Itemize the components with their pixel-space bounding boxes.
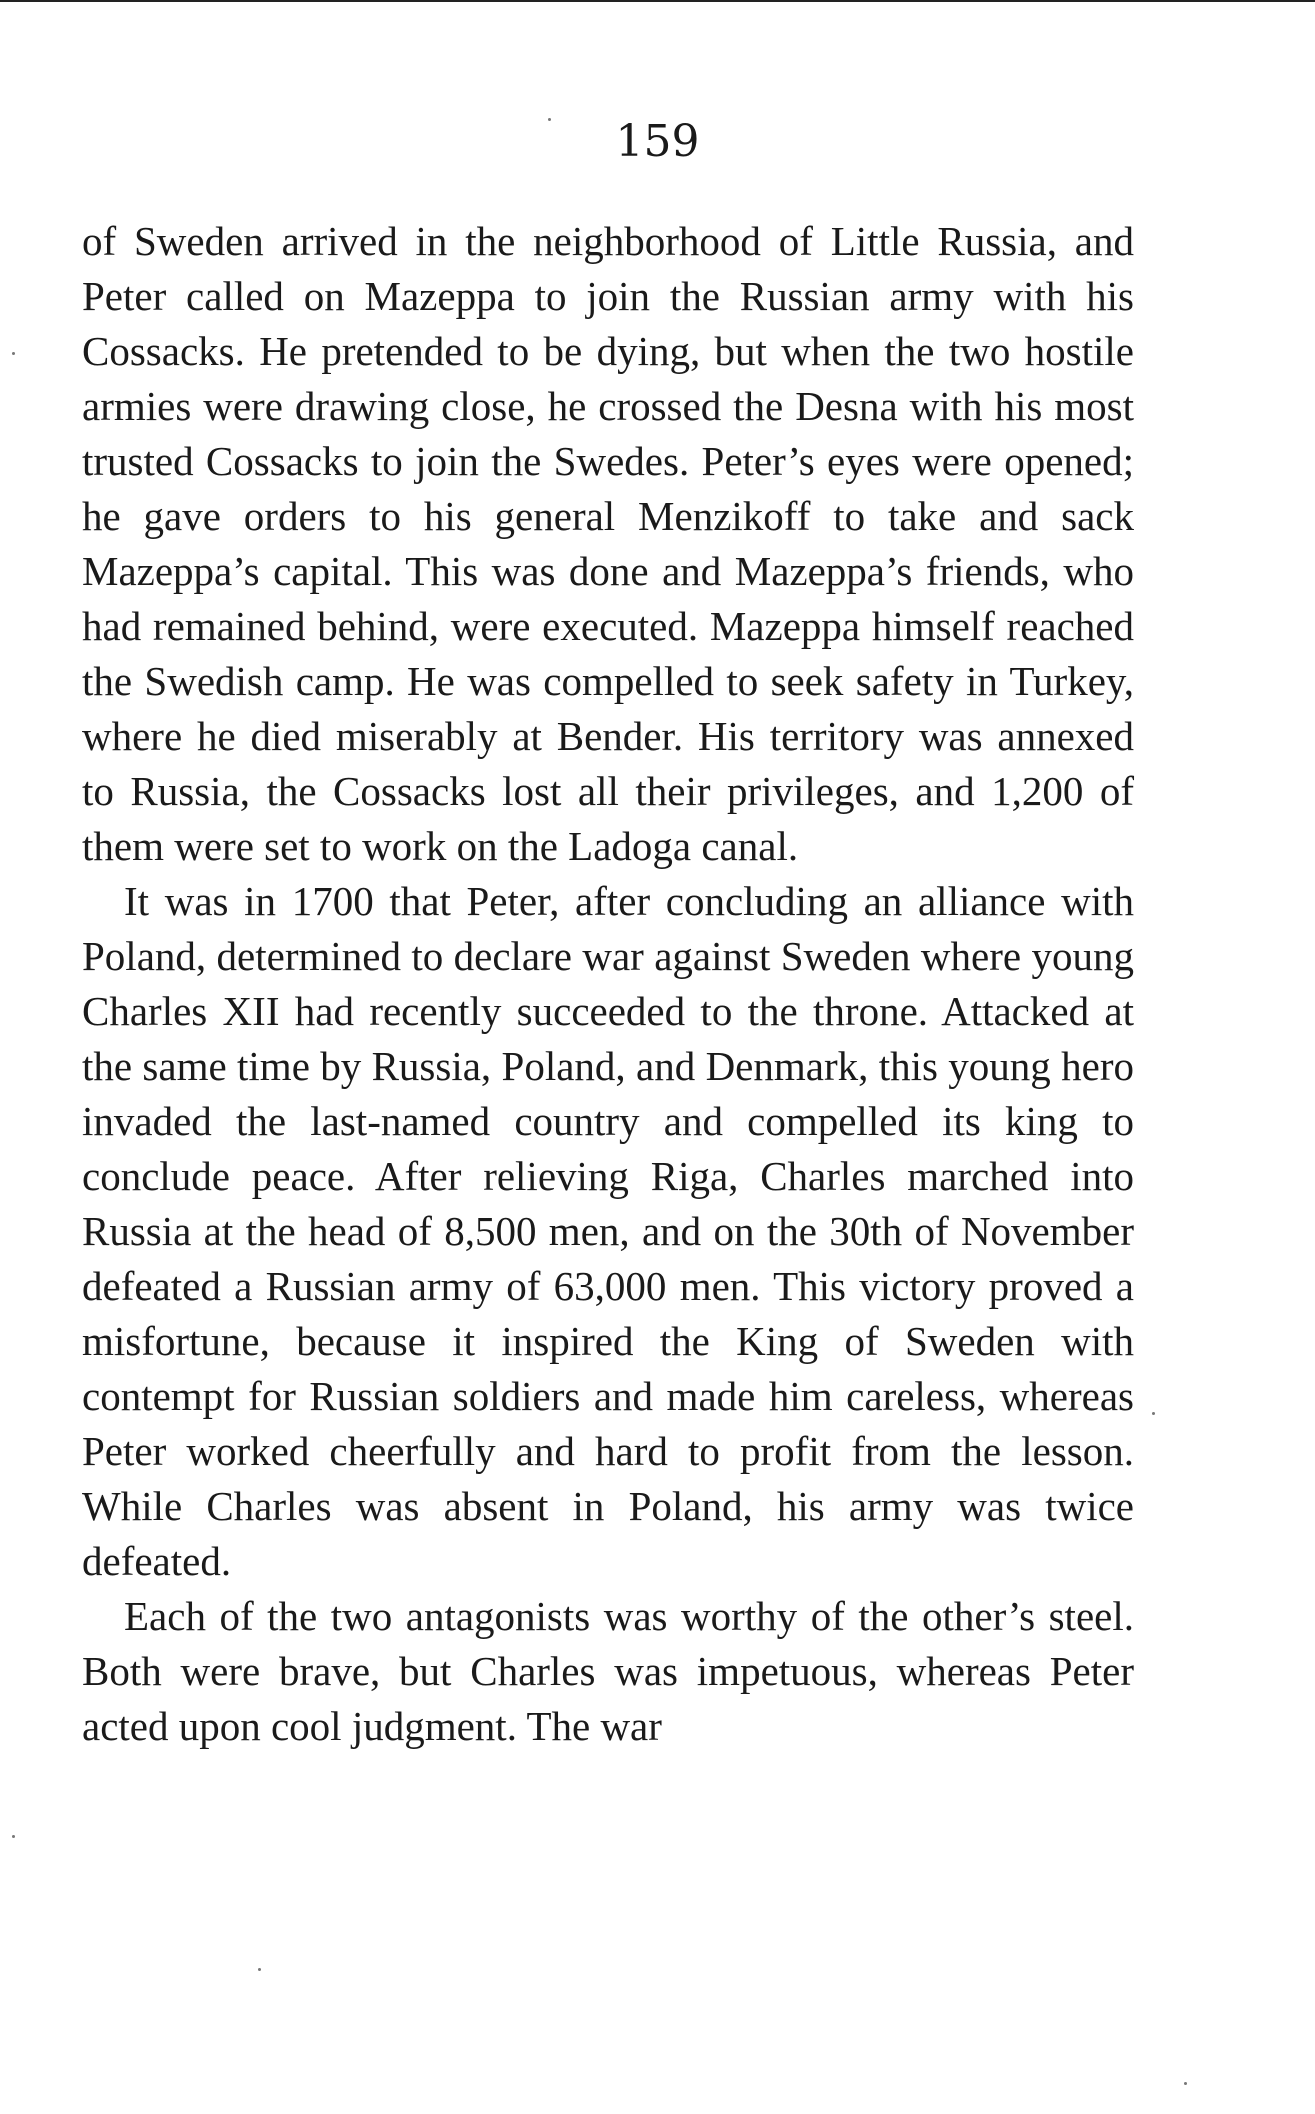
page-number: 159	[615, 116, 700, 167]
paragraph-antagonists: Each of the two antagonists was worthy of the other’s steel. Both were brave, but Charles was impetuous, whereas Peter acted upon cool judgment. The war	[82, 1593, 1134, 1749]
scan-speck	[12, 1835, 15, 1838]
scan-speck	[1152, 1412, 1155, 1415]
scan-speck	[258, 1968, 261, 1971]
paragraph-war-with-sweden: It was in 1700 that Peter, after concluding an alliance with Poland, determined to declare war against Sweden where young Charles XII had recently succeeded to the throne. Attacked at the same time by Russia, Poland, and Denmark, this young hero invaded the last-named country and compelled its king to conclude peace. After relieving Riga, Charles marched into Russia at the head of 8,500 men, and on the 30th of November defeated a Russian army of 63,000 men. This victory proved a misfortune, because it inspired the King of Sweden with contempt for Russian soldiers and made him careless, whereas Peter worked cheerfully and hard to profit from the lesson. While Charles was absent in Poland, his army was twice defeated.	[82, 878, 1134, 1584]
scan-speck	[548, 118, 551, 121]
paragraph-continuation: of Sweden arrived in the neighborhood of Little Russia, and Peter called on Mazeppa to join the Russian army with his Cossacks. He pretended to be dying, but when the two hostile armies were drawing close, he crossed the Desna with his most trusted Cossacks to join the Swedes. Peter’s eyes were opened; he gave orders to his general Menzikoff to take and sack Mazeppa’s capital. This was done and Mazeppa’s friends, who had remained behind, were executed. Mazeppa himself reached the Swedish camp. He was compelled to seek safety in Turkey, where he died miserably at Bender. His territory was annexed to Russia, the Cossacks lost all their privileges, and 1,200 of them were set to work on the Ladoga canal.	[82, 218, 1134, 869]
scan-speck	[12, 352, 15, 355]
page-top-edge	[0, 0, 1315, 2]
body-text	[82, 214, 1134, 1754]
scan-speck	[1184, 2082, 1187, 2085]
